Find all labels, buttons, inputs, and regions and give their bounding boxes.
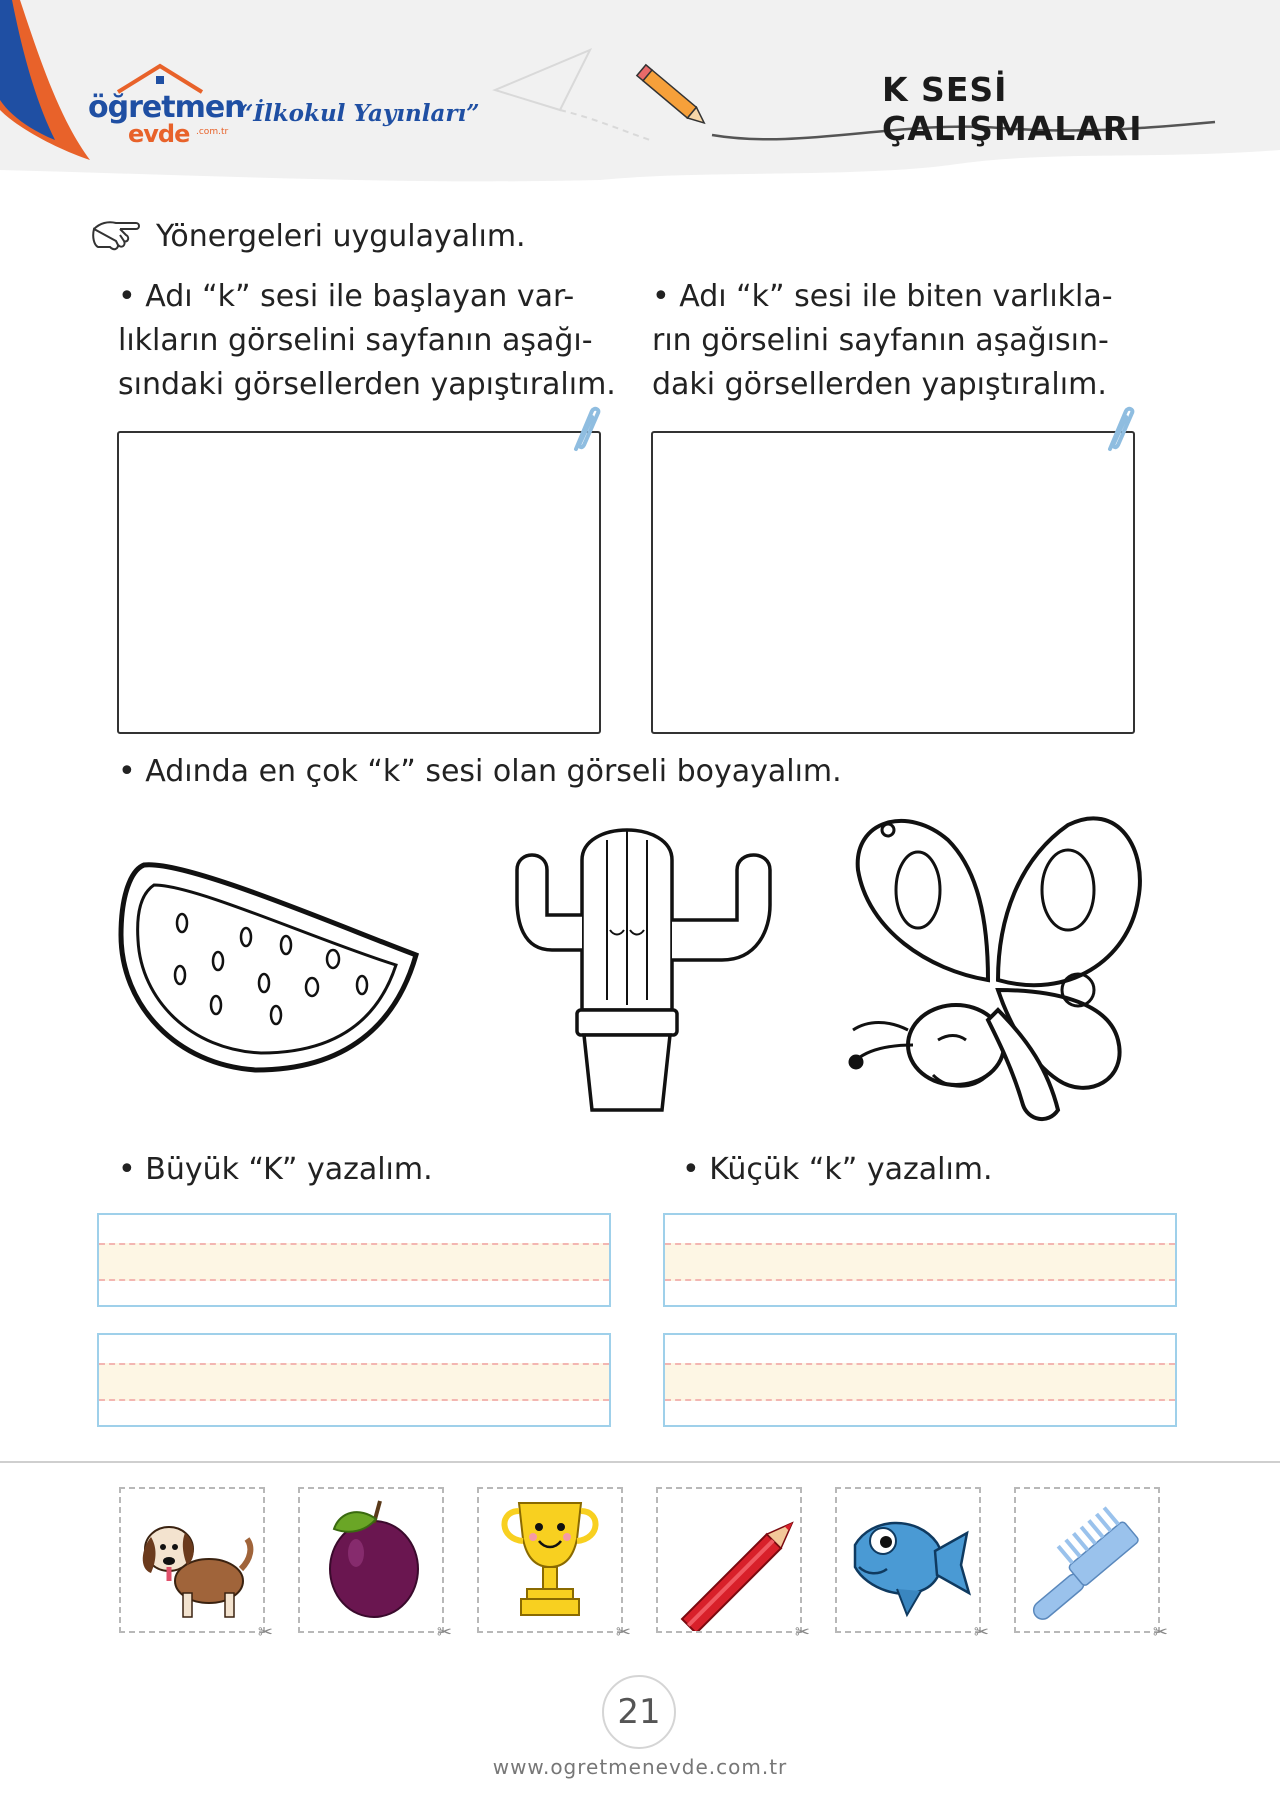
dog-icon [121, 1489, 263, 1631]
intro-text: Yönergeleri uygulayalım. [156, 219, 526, 254]
task-start-instruction [118, 275, 618, 407]
task-lower-instruction: • Küçük “k” yazalım. [682, 1148, 1182, 1192]
cutout-card-fish[interactable] [835, 1487, 989, 1643]
scissors-icon: ✂ [257, 1622, 273, 1643]
page-number: 21 [617, 1692, 661, 1732]
page-title: K SESİ ÇALIŞMALARI [882, 70, 1143, 148]
scissors-icon: ✂ [436, 1622, 452, 1643]
scissors-icon: ✂ [1152, 1622, 1168, 1643]
paper-clip-icon [1100, 405, 1140, 455]
comb-icon [1016, 1489, 1158, 1631]
task-end-instruction [652, 275, 1152, 407]
task-start-line-3: sındaki görsellerden yapıştıralım. [118, 367, 616, 402]
writing-line-lower-1[interactable] [663, 1213, 1177, 1307]
task-end-line-3: daki görsellerden yapıştıralım. [652, 367, 1107, 402]
butterfly-picture[interactable] [848, 810, 1148, 1135]
scissors-icon: ✂ [615, 1622, 631, 1643]
cutout-card-plum[interactable] [298, 1487, 452, 1643]
trophy-icon [479, 1489, 621, 1631]
task-start-line-2: lıkların görselini sayfanın aşağı- [118, 323, 593, 358]
task-end-line-1: • Adı “k” sesi ile biten varlıkla- [652, 275, 1152, 319]
watermelon-slice-picture[interactable] [116, 855, 426, 1085]
writing-line-lower-2[interactable] [663, 1333, 1177, 1427]
task-end-line-2: rın görselini sayfanın aşağısın- [652, 323, 1109, 358]
logo-tagline: “İlkokul Yayınları” [240, 100, 480, 127]
task-start-line-1: • Adı “k” sesi ile başlayan var- [118, 275, 618, 319]
plum-icon [300, 1489, 442, 1631]
cut-separator-line [0, 1461, 1280, 1463]
cactus-picture[interactable] [512, 820, 782, 1120]
cutout-card-comb[interactable] [1014, 1487, 1168, 1643]
pointing-hand-icon [90, 215, 142, 255]
task-upper-instruction: • Büyük “K” yazalım. [118, 1148, 618, 1192]
paste-box-ends-with-k[interactable] [651, 431, 1135, 734]
logo-evde: evde [128, 120, 190, 148]
cutout-card-red-pencil[interactable] [656, 1487, 810, 1643]
red-pencil-icon [658, 1489, 800, 1631]
paste-box-starts-with-k[interactable] [117, 431, 601, 734]
writing-line-upper-1[interactable] [97, 1213, 611, 1307]
logo-domain: .com.tr [196, 127, 229, 137]
scissors-icon: ✂ [973, 1622, 989, 1643]
logo-wordmark: öğretmen [88, 90, 245, 125]
cutout-card-dog[interactable] [119, 1487, 273, 1643]
cutout-card-trophy[interactable] [477, 1487, 631, 1643]
task-color-instruction: • Adında en çok “k” sesi olan görseli boyayalım. [118, 750, 1018, 794]
scissors-icon: ✂ [794, 1622, 810, 1643]
paper-clip-icon [566, 405, 606, 455]
fish-icon [837, 1489, 979, 1631]
footer-url: www.ogretmenevde.com.tr [492, 1755, 788, 1779]
writing-line-upper-2[interactable] [97, 1333, 611, 1427]
